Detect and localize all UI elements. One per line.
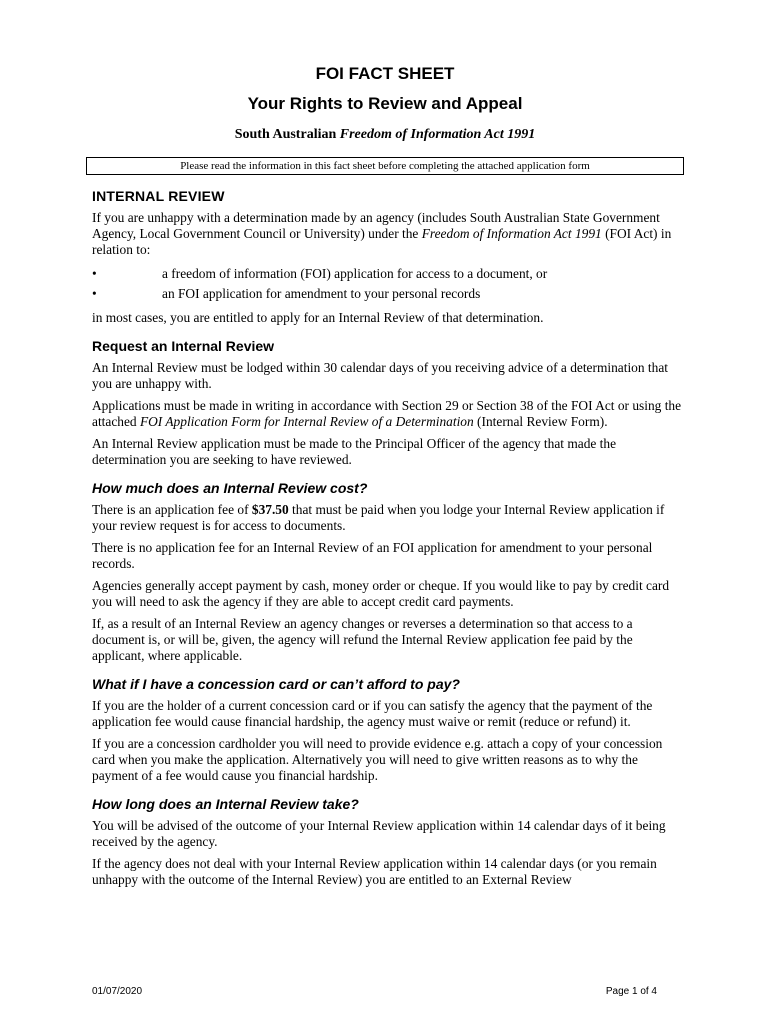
request-text-a: Applications must be made in writing in accordance with Section 29 or Section 38 of the FOI Act or using the attached [92, 398, 682, 429]
document-subtitle: Your Rights to Review and Appeal [247, 94, 523, 113]
act-prefix: South Australian [234, 127, 340, 142]
intro-act-name: Freedom of Information Act 1991 [421, 226, 602, 241]
concession-paragraph-2: If you are a concession cardholder you will need to provide evidence e.g. attach a copy of your concession card when you make the application. Alternatively you will need to give written reasons as to why the payment of a fee would cause you financial hardship. [92, 736, 663, 783]
section-heading-internal-review: INTERNAL REVIEW [92, 188, 225, 204]
list-item-text: a freedom of information (FOI) application for access to a document, or [162, 266, 548, 281]
act-name: Freedom of Information Act 1991 [339, 127, 536, 142]
intro-paragraph [92, 210, 684, 258]
cost-paragraph-3: Agencies generally accept payment by cash, money order or cheque. If you would like to pay by credit card you will need to ask the agency if they are able to accept credit card payments. [92, 578, 670, 609]
request-form-name: FOI Application Form for Internal Review of a Determination [139, 414, 474, 429]
document-title: FOI FACT SHEET [315, 64, 455, 83]
outro-paragraph: in most cases, you are entitled to apply for an Internal Review of that determination. [92, 310, 544, 325]
request-paragraph-2 [92, 398, 684, 430]
fee-amount: $37.50 [251, 502, 289, 517]
list-item-text: an FOI application for amendment to your personal records [162, 286, 481, 301]
section-heading-request: Request an Internal Review [92, 338, 275, 354]
footer-date: 01/07/2020 [92, 986, 143, 997]
concession-paragraph-1: If you are the holder of a current concession card or if you can satisfy the agency that the payment of the application fee would cause financial hardship, the agency must waive or remit (reduce or refund) it. [92, 698, 653, 729]
act-reference [0, 127, 770, 143]
cost-paragraph-2: There is no application fee for an Internal Review of an FOI application for amendment to your personal records. [92, 540, 653, 571]
request-paragraph-3: An Internal Review application must be made to the Principal Officer of the agency that made the determination you are seeking to have reviewed. [92, 436, 617, 467]
bullet-icon: • [92, 286, 97, 301]
cost-text-a: There is an application fee of [92, 502, 252, 517]
bullet-icon: • [92, 266, 97, 281]
duration-paragraph-1: You will be advised of the outcome of your Internal Review application within 14 calendar days of it being received by the agency. [92, 818, 666, 849]
bullet-list [92, 264, 684, 304]
footer-page-number: Page 1 of 4 [605, 986, 657, 997]
list-item [92, 284, 684, 304]
cost-text-b: that must be paid when you lodge your Internal Review application if your review request is for access to documents. [92, 502, 665, 533]
intro-text-a: If you are unhappy with a determination made by an agency (includes South Australian State Government Agency, Local Government Council or University) under the [92, 210, 660, 241]
request-paragraph-1: An Internal Review must be lodged within 30 calendar days of you receiving advice of a determination that you are unhappy with. [92, 360, 668, 391]
notice-box: Please read the information in this fact sheet before completing the attached application form [86, 157, 684, 175]
section-heading-duration: How long does an Internal Review take? [92, 796, 359, 812]
request-text-b: (Internal Review Form). [473, 414, 608, 429]
cost-paragraph-1 [92, 502, 684, 534]
duration-paragraph-2: If the agency does not deal with your Internal Review application within 14 calendar days (or you remain unhappy with the outcome of the Internal Review) you are entitled to an External Review [92, 856, 657, 887]
main-content [92, 188, 684, 894]
section-heading-concession: What if I have a concession card or can’t afford to pay? [92, 676, 460, 692]
section-heading-cost: How much does an Internal Review cost? [92, 480, 368, 496]
list-item [92, 264, 684, 284]
intro-text-b: (FOI Act) in relation to: [92, 226, 672, 257]
cost-paragraph-4: If, as a result of an Internal Review an agency changes or reverses a determination so that access to a document is, or will be, given, the agency will refund the Internal Review application fee paid by the applicant, where applicable. [92, 616, 633, 663]
